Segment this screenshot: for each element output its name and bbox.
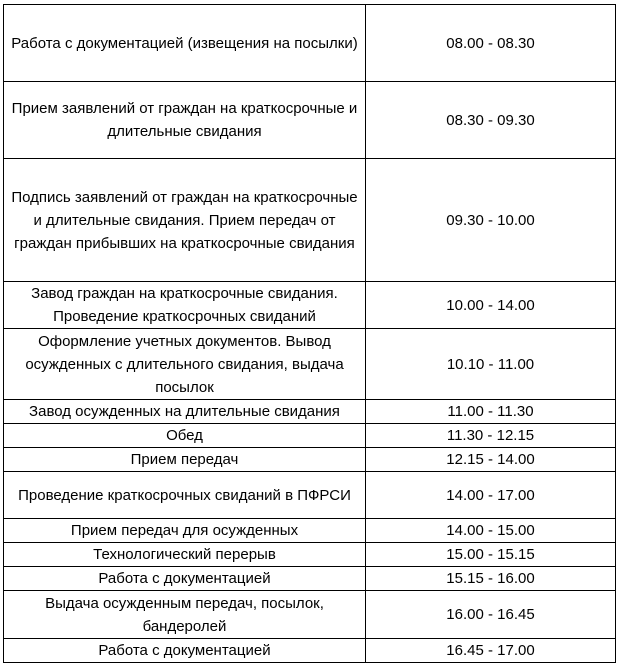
activity-cell: Обед <box>4 424 366 448</box>
time-cell: 14.00 - 15.00 <box>366 519 616 543</box>
table-row <box>4 424 616 448</box>
activity-cell: Работа с документацией (извещения на посылки) <box>4 5 366 82</box>
activity-cell: Подпись заявлений от граждан на краткосрочные и длительные свидания. Прием передач от граждан прибывших на краткосрочные свидания <box>4 159 366 282</box>
activity-cell: Выдача осужденным передач, посылок, бандеролей <box>4 591 366 639</box>
table-row <box>4 567 616 591</box>
time-cell: 08.30 - 09.30 <box>366 82 616 159</box>
table-row <box>4 282 616 329</box>
time-cell: 12.15 - 14.00 <box>366 448 616 472</box>
schedule-table <box>3 4 616 663</box>
time-cell: 08.00 - 08.30 <box>366 5 616 82</box>
table-row <box>4 400 616 424</box>
table-row <box>4 639 616 663</box>
table-row <box>4 329 616 400</box>
activity-cell: Прием передач для осужденных <box>4 519 366 543</box>
activity-cell: Работа с документацией <box>4 567 366 591</box>
time-cell: 11.30 - 12.15 <box>366 424 616 448</box>
time-cell: 10.00 - 14.00 <box>366 282 616 329</box>
activity-cell: Технологический перерыв <box>4 543 366 567</box>
time-cell: 14.00 - 17.00 <box>366 472 616 519</box>
time-cell: 09.30 - 10.00 <box>366 159 616 282</box>
table-row <box>4 472 616 519</box>
activity-cell: Оформление учетных документов. Вывод осужденных с длительного свидания, выдача посылок <box>4 329 366 400</box>
activity-cell: Прием заявлений от граждан на краткосрочные и длительные свидания <box>4 82 366 159</box>
activity-cell: Завод граждан на краткосрочные свидания. Проведение краткосрочных свиданий <box>4 282 366 329</box>
activity-cell: Работа с документацией <box>4 639 366 663</box>
table-row <box>4 519 616 543</box>
table-row <box>4 543 616 567</box>
time-cell: 15.15 - 16.00 <box>366 567 616 591</box>
activity-cell: Прием передач <box>4 448 366 472</box>
table-row <box>4 159 616 282</box>
time-cell: 10.10 - 11.00 <box>366 329 616 400</box>
time-cell: 11.00 - 11.30 <box>366 400 616 424</box>
table-row <box>4 591 616 639</box>
activity-cell: Проведение краткосрочных свиданий в ПФРСИ <box>4 472 366 519</box>
table-row <box>4 5 616 82</box>
time-cell: 16.00 - 16.45 <box>366 591 616 639</box>
activity-cell: Завод осужденных на длительные свидания <box>4 400 366 424</box>
table-row <box>4 82 616 159</box>
time-cell: 16.45 - 17.00 <box>366 639 616 663</box>
time-cell: 15.00 - 15.15 <box>366 543 616 567</box>
table-row <box>4 448 616 472</box>
